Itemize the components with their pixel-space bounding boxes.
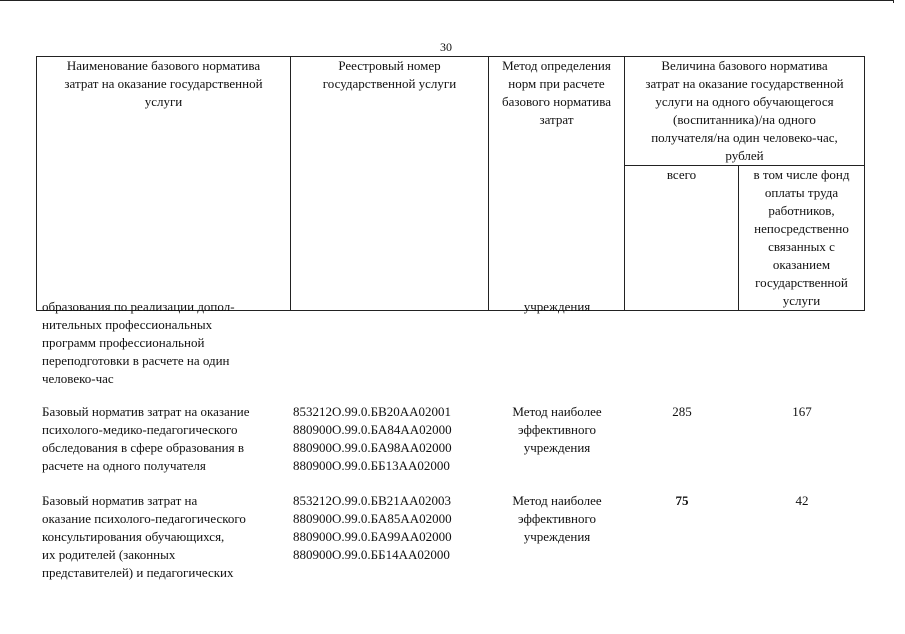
norms-table-header [36, 56, 865, 311]
row-name-line: психолого-медико-педагогического [42, 422, 238, 437]
row-name-line: представителей) и педагогических [42, 565, 234, 580]
row-name-line: расчете на одного получателя [42, 458, 206, 473]
header-value-text: Величина базового норматива затрат на оказание государственной услуги на одного обучающегося (воспитанника)/на одного получателя/на один человеко-час, рублей [645, 58, 844, 163]
row-name-line: их родителей (законных [42, 547, 176, 562]
header-fund-text: в том числе фонд оплаты труда работников, непосредственно связанных с оказанием государственной услуги [753, 167, 850, 308]
row-name [42, 298, 290, 388]
header-cell-method [489, 57, 625, 311]
row-name-line: переподготовки в расчете на один [42, 353, 230, 368]
header-cell-name [37, 57, 291, 311]
header-method-text: Метод определения норм при расчете базового норматива затрат [502, 58, 611, 127]
row-name-line: Базовый норматив затрат на [42, 493, 198, 508]
row-name [42, 403, 290, 475]
header-cell-total [625, 166, 739, 311]
row-total-value: 285 [672, 404, 692, 419]
row-name-line: Базовый норматив затрат на оказание [42, 404, 250, 419]
row-fund-value: 167 [792, 404, 812, 419]
row-name-line: оказание психолого-педагогического [42, 511, 246, 526]
row-method: учреждения [523, 299, 591, 314]
page-top-border [0, 0, 894, 3]
row-method: Метод наиболее эффективного учреждения [512, 404, 602, 455]
row-name-line: консультирования обучающихся, [42, 529, 225, 544]
row-method: Метод наиболее эффективного учреждения [512, 493, 602, 544]
header-cell-fund [739, 166, 865, 311]
row-registry-codes: 853212О.99.0.БВ20АА02001 880900О.99.0.БА84АА02000 880900О.99.0.БА98АА02000 880900О.99.0.ББ13АА02000 [293, 404, 452, 473]
row-name-line: программ профессиональной [42, 335, 205, 350]
row-total-value: 75 [675, 493, 689, 508]
row-name [42, 492, 290, 582]
header-name-text: Наименование базового норматива затрат на оказание государственной услуги [64, 58, 263, 109]
header-registry-text: Реестровый номер государственной услуги [322, 58, 457, 91]
page-number: 30 [440, 40, 452, 54]
header-cell-registry [291, 57, 489, 311]
row-name-line: образования по реализации допол- [42, 299, 235, 314]
row-name-line: обследования в сфере образования в [42, 440, 244, 455]
row-fund-value: 42 [795, 493, 809, 508]
header-cell-value [625, 57, 865, 166]
row-name-line: человеко-час [42, 371, 114, 386]
row-registry-codes: 853212О.99.0.БВ21АА02003 880900О.99.0.БА85АА02000 880900О.99.0.БА99АА02000 880900О.99.0.ББ14АА02000 [293, 493, 452, 562]
row-name-line: нительных профессиональных [42, 317, 213, 332]
header-total-text: всего [666, 167, 697, 182]
